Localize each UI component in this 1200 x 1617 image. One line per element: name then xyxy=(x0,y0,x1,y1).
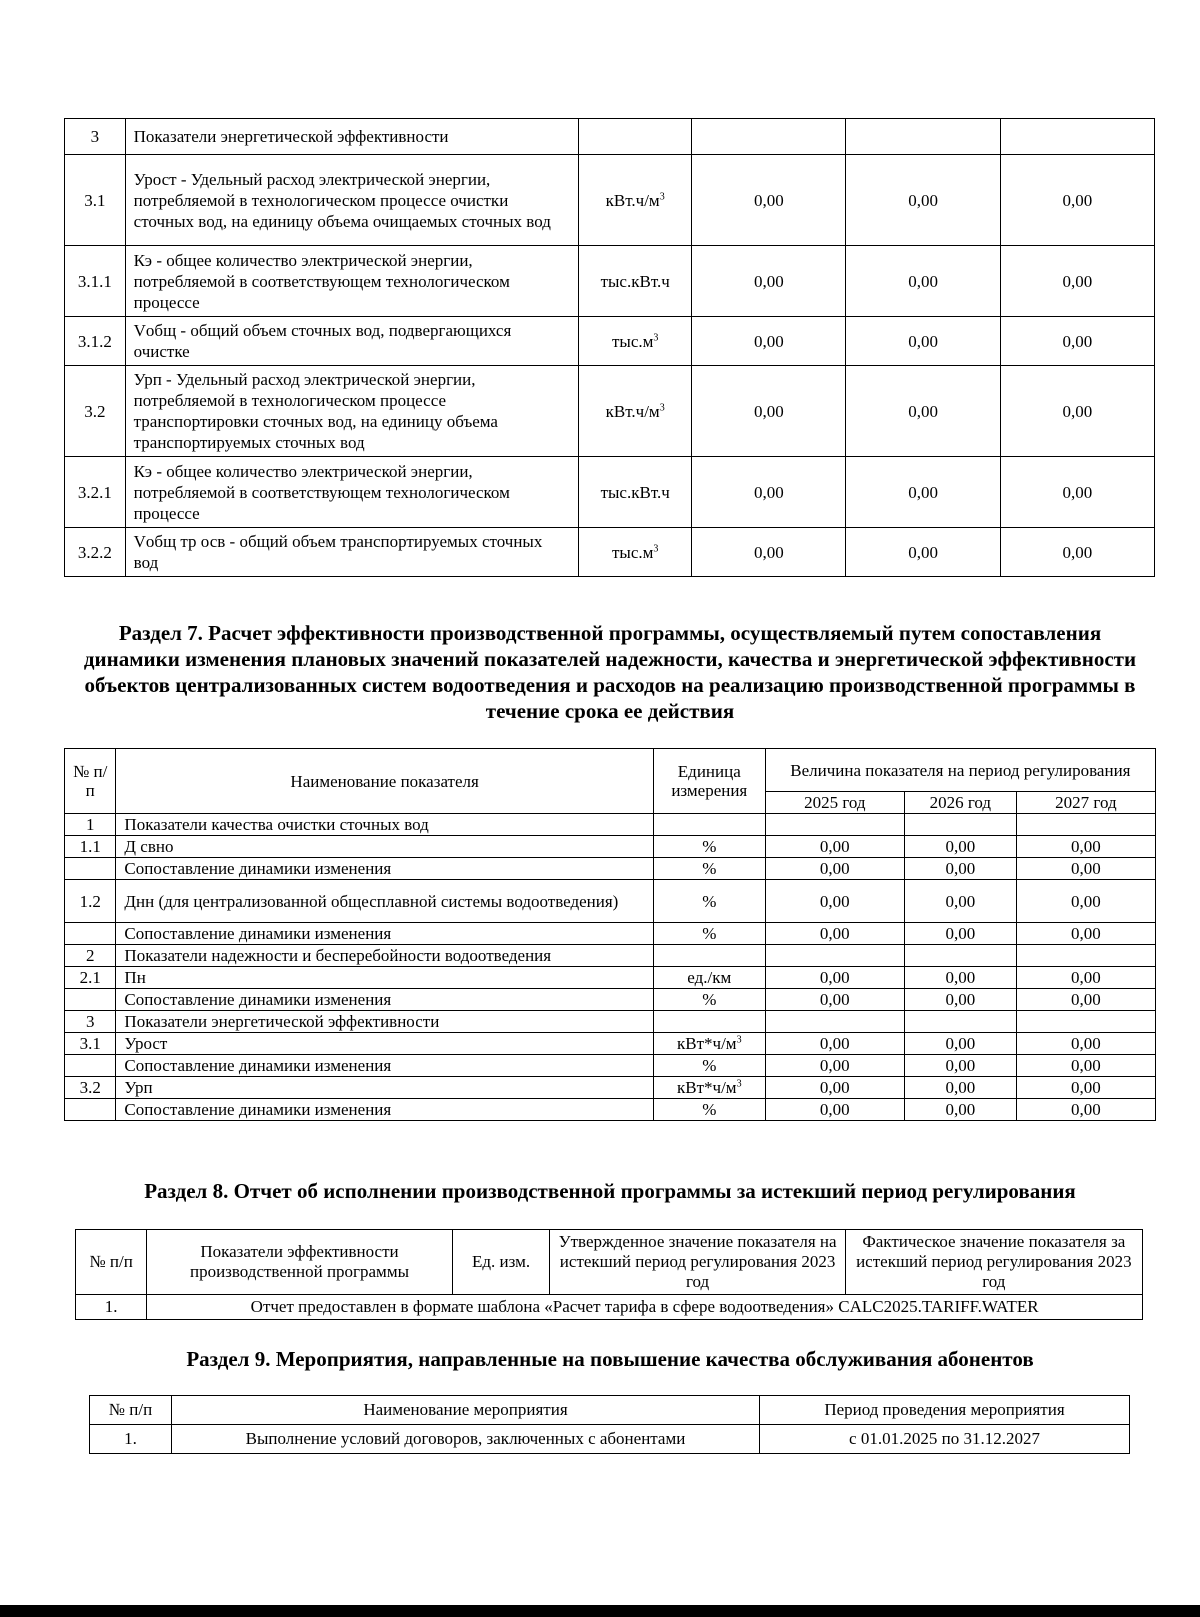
calc-unit-cell-text: % xyxy=(702,891,717,911)
energy-value-2026-text: 0,00 xyxy=(908,401,938,421)
energy-num-cell-text: 3.2 xyxy=(84,401,106,421)
calc-value-2026-text: 0,00 xyxy=(945,1034,976,1053)
calc-value-2027 xyxy=(1016,814,1155,836)
calc-value-2027 xyxy=(1016,836,1155,858)
calc-unit-cell xyxy=(653,814,765,836)
calc-value-2026-text: 0,00 xyxy=(945,859,976,878)
calc-value-2026-text: 0,00 xyxy=(945,1078,976,1097)
calc-name-cell xyxy=(116,836,653,858)
energy-num-cell-text: 3 xyxy=(90,127,100,146)
calc-unit-cell xyxy=(653,836,765,858)
calc-value-2026-text: 0,00 xyxy=(945,837,976,856)
energy-value-2026 xyxy=(846,528,1000,577)
calc-value-2027 xyxy=(1016,923,1155,945)
calc-name-cell-text: Д свно xyxy=(124,837,174,856)
unit-superscript: 3 xyxy=(659,401,665,413)
calc-row xyxy=(65,836,1156,858)
calc-value-2025 xyxy=(765,989,904,1011)
energy-name-cell xyxy=(125,317,578,366)
calc-name-cell xyxy=(116,989,653,1011)
energy-unit-cell-text: кВт.ч/м xyxy=(605,401,660,421)
calc-num-cell xyxy=(65,1077,116,1099)
energy-unit-cell xyxy=(579,246,692,317)
energy-value-2025-text: 0,00 xyxy=(753,271,784,291)
calc-name-cell xyxy=(116,1011,653,1033)
calc-name-cell-text: Сопоставление динамики изменения xyxy=(124,1056,392,1075)
header-period: Величина показателя на период регулирования xyxy=(765,749,1155,792)
header-num: № п/п xyxy=(65,749,116,814)
calc-unit-cell xyxy=(653,880,765,923)
calc-value-2027-text: 0,00 xyxy=(1071,990,1101,1009)
measures-row-period: с 01.01.2025 по 31.12.2027 xyxy=(760,1425,1130,1454)
calc-name-cell-text: Показатели качества очистки сточных вод xyxy=(124,815,429,834)
calc-value-2026 xyxy=(904,945,1016,967)
energy-unit-cell-text: тыс.кВт.ч xyxy=(600,482,670,502)
calc-row xyxy=(65,1033,1156,1055)
calc-value-2025 xyxy=(765,1099,904,1121)
measures-row-name: Выполнение условий договоров, заключенных с абонентами xyxy=(172,1425,760,1454)
calc-value-2025 xyxy=(765,923,904,945)
energy-num-cell xyxy=(65,119,126,155)
calc-unit-cell xyxy=(653,1055,765,1077)
calc-unit-cell xyxy=(653,923,765,945)
energy-value-2026 xyxy=(846,366,1000,457)
energy-value-2025 xyxy=(692,119,846,155)
calc-name-cell-text: Урп xyxy=(124,1078,153,1097)
calc-unit-cell-text: ед./км xyxy=(687,968,732,987)
energy-row xyxy=(65,366,1155,457)
energy-value-2027 xyxy=(1000,317,1154,366)
report-header-unit: Ед. изм. xyxy=(452,1230,550,1295)
calc-row xyxy=(65,1099,1156,1121)
energy-unit-cell xyxy=(579,317,692,366)
energy-value-2027-text: 0,00 xyxy=(1062,542,1093,562)
energy-num-cell-text: 3.1 xyxy=(84,190,106,210)
calc-unit-cell-text: кВт*ч/м xyxy=(677,1034,737,1053)
energy-unit-cell xyxy=(579,119,692,155)
energy-value-2026-text: 0,00 xyxy=(908,482,938,502)
calc-value-2027 xyxy=(1016,1011,1155,1033)
energy-value-2027-text: 0,00 xyxy=(1062,271,1093,291)
calc-value-2026-text: 0,00 xyxy=(945,891,976,911)
calc-num-cell xyxy=(65,1099,116,1121)
calc-unit-cell-text: % xyxy=(702,837,717,856)
calc-value-2026-text: 0,00 xyxy=(945,1100,976,1119)
energy-name-cell-text: Урост - Удельный расход электрической энергии, потребляемой в технологическом процессе очистки сточных вод, на единицу объема очищаемых сточных вод xyxy=(133,169,551,231)
energy-value-2026-text: 0,00 xyxy=(908,331,938,351)
scan-bottom-edge xyxy=(0,1605,1200,1617)
energy-name-cell-text: Урп - Удельный расход электрической энергии, потребляемой в технологическом процессе транспортировки сточных вод, на единицу объема транспортируемых сточных вод xyxy=(133,370,498,452)
energy-value-2025 xyxy=(692,155,846,246)
calc-num-cell xyxy=(65,945,116,967)
calc-value-2025 xyxy=(765,1077,904,1099)
calc-value-2026 xyxy=(904,923,1016,945)
calc-value-2026 xyxy=(904,1011,1016,1033)
energy-value-2025-text: 0,00 xyxy=(753,331,784,351)
energy-value-2027 xyxy=(1000,119,1154,155)
energy-unit-cell xyxy=(579,528,692,577)
calc-value-2025-text: 0,00 xyxy=(819,859,850,878)
energy-value-2026-text: 0,00 xyxy=(908,271,938,291)
header-unit: Единица измерения xyxy=(653,749,765,814)
calc-num-cell xyxy=(65,858,116,880)
calc-row xyxy=(65,945,1156,967)
energy-value-2027-text: 0,00 xyxy=(1062,401,1093,421)
calc-num-cell xyxy=(65,814,116,836)
energy-value-2026 xyxy=(846,317,1000,366)
calc-value-2027-text: 0,00 xyxy=(1071,859,1101,878)
energy-name-cell xyxy=(125,246,578,317)
calc-name-cell xyxy=(116,1077,653,1099)
calc-name-cell xyxy=(116,1099,653,1121)
execution-report-table xyxy=(75,1229,1143,1320)
calc-row xyxy=(65,967,1156,989)
calc-name-cell-text: Пн xyxy=(124,968,146,987)
energy-value-2027 xyxy=(1000,528,1154,577)
energy-name-cell-text: Кэ - общее количество электрической энергии, потребляемой в соответствующем технологическом процессе xyxy=(133,461,510,523)
energy-efficiency-table xyxy=(64,118,1155,577)
efficiency-calculation-table xyxy=(64,748,1156,1121)
calc-value-2026 xyxy=(904,814,1016,836)
calc-num-cell xyxy=(65,1011,116,1033)
calc-name-cell xyxy=(116,967,653,989)
energy-value-2025 xyxy=(692,317,846,366)
calc-value-2027 xyxy=(1016,880,1155,923)
calc-value-2025-text: 0,00 xyxy=(819,1100,850,1119)
calc-value-2026 xyxy=(904,1077,1016,1099)
calc-name-cell xyxy=(116,945,653,967)
calc-row xyxy=(65,923,1156,945)
calc-row xyxy=(65,1011,1156,1033)
energy-num-cell xyxy=(65,528,126,577)
calc-unit-cell xyxy=(653,1033,765,1055)
energy-name-cell xyxy=(125,528,578,577)
calc-value-2026-text: 0,00 xyxy=(945,924,976,943)
report-header-num: № п/п xyxy=(76,1230,147,1295)
energy-name-cell xyxy=(125,457,578,528)
calc-num-cell xyxy=(65,923,116,945)
calc-num-cell-text: 2.1 xyxy=(79,968,101,987)
calc-row xyxy=(65,858,1156,880)
calc-row xyxy=(65,989,1156,1011)
energy-name-cell xyxy=(125,119,578,155)
energy-num-cell xyxy=(65,155,126,246)
section-8-title: Раздел 8. Отчет об исполнении производственной программы за истекший период регулирования xyxy=(144,1179,1076,1203)
calc-value-2027-text: 0,00 xyxy=(1071,968,1101,987)
efficiency-calculation-table-body xyxy=(65,814,1156,1121)
energy-num-cell xyxy=(65,317,126,366)
energy-value-2027 xyxy=(1000,246,1154,317)
section-7-title: Раздел 7. Расчет эффективности производственной программы, осуществляемый путем сопоставления динамики изменения плановых значений показателей надежности, качества и энергетической эффективности объектов централизованных систем водоотведения и расходов на реализацию производственной программы в течение срока ее действия xyxy=(83,621,1137,723)
calc-value-2027 xyxy=(1016,989,1155,1011)
report-row-text: Отчет предоставлен в формате шаблона «Расчет тарифа в сфере водоотведения» CALC2025.TARIFF.WATER xyxy=(147,1295,1143,1320)
calc-unit-cell-text: % xyxy=(702,1056,717,1075)
calc-value-2027 xyxy=(1016,1033,1155,1055)
calc-value-2027 xyxy=(1016,945,1155,967)
energy-name-cell-text: Vобщ тр осв - общий объем транспортируемых сточных вод xyxy=(133,532,543,572)
energy-name-cell xyxy=(125,155,578,246)
calc-name-cell-text: Показатели надежности и бесперебойности водоотведения xyxy=(124,946,552,965)
calc-unit-cell-text: кВт*ч/м xyxy=(677,1078,737,1097)
calc-num-cell-text: 1 xyxy=(85,815,95,834)
energy-value-2026 xyxy=(846,119,1000,155)
calc-value-2027 xyxy=(1016,1055,1155,1077)
energy-value-2026 xyxy=(846,246,1000,317)
calc-row xyxy=(65,1077,1156,1099)
energy-name-cell xyxy=(125,366,578,457)
calc-unit-cell-text: % xyxy=(702,924,717,943)
energy-value-2027-text: 0,00 xyxy=(1062,190,1093,210)
calc-value-2027-text: 0,00 xyxy=(1071,1034,1101,1053)
calc-row xyxy=(65,880,1156,923)
calc-value-2027 xyxy=(1016,967,1155,989)
calc-value-2025-text: 0,00 xyxy=(819,924,850,943)
calc-value-2025 xyxy=(765,814,904,836)
energy-name-cell-text: Кэ - общее количество электрической энергии, потребляемой в соответствующем технологическом процессе xyxy=(133,250,510,312)
energy-num-cell-text: 3.1.2 xyxy=(77,331,112,351)
energy-num-cell-text: 3.2.2 xyxy=(77,542,112,562)
measures-row-num: 1. xyxy=(90,1425,172,1454)
energy-efficiency-table-body xyxy=(65,119,1155,577)
calc-name-cell xyxy=(116,923,653,945)
calc-value-2027-text: 0,00 xyxy=(1071,1056,1101,1075)
section-9-title: Раздел 9. Мероприятия, направленные на повышение качества обслуживания абонентов xyxy=(186,1347,1034,1371)
calc-value-2025-text: 0,00 xyxy=(819,990,850,1009)
calc-value-2027 xyxy=(1016,1099,1155,1121)
energy-unit-cell-text: тыс.м xyxy=(611,331,654,351)
energy-value-2025 xyxy=(692,366,846,457)
calc-unit-cell xyxy=(653,858,765,880)
energy-name-cell-text: Показатели энергетической эффективности xyxy=(133,127,449,146)
energy-num-cell-text: 3.2.1 xyxy=(77,482,112,502)
calc-name-cell-text: Урост xyxy=(124,1034,168,1053)
energy-value-2025-text: 0,00 xyxy=(753,401,784,421)
calc-unit-cell xyxy=(653,945,765,967)
energy-value-2026 xyxy=(846,155,1000,246)
unit-superscript: 3 xyxy=(736,1078,742,1090)
calc-unit-cell xyxy=(653,1011,765,1033)
calc-value-2025 xyxy=(765,836,904,858)
energy-num-cell-text: 3.1.1 xyxy=(77,271,112,291)
calc-num-cell xyxy=(65,1055,116,1077)
customer-measures-table xyxy=(89,1395,1130,1454)
calc-name-cell-text: Сопоставление динамики изменения xyxy=(124,924,392,943)
measures-header-name: Наименование мероприятия xyxy=(172,1396,760,1425)
calc-name-cell xyxy=(116,858,653,880)
calc-num-cell-text: 3.1 xyxy=(79,1034,101,1053)
energy-value-2025-text: 0,00 xyxy=(753,482,784,502)
calc-value-2025-text: 0,00 xyxy=(819,891,850,911)
calc-value-2027 xyxy=(1016,1077,1155,1099)
calc-value-2025 xyxy=(765,880,904,923)
energy-value-2027 xyxy=(1000,155,1154,246)
calc-name-cell-text: Сопоставление динамики изменения xyxy=(124,990,392,1009)
report-row-num: 1. xyxy=(76,1295,147,1320)
header-year-2027: 2027 год xyxy=(1016,792,1155,814)
energy-value-2025 xyxy=(692,246,846,317)
calc-value-2026 xyxy=(904,880,1016,923)
calc-value-2025 xyxy=(765,1055,904,1077)
energy-value-2027-text: 0,00 xyxy=(1062,331,1093,351)
energy-row xyxy=(65,457,1155,528)
calc-unit-cell xyxy=(653,967,765,989)
unit-superscript: 3 xyxy=(653,331,659,343)
calc-value-2025 xyxy=(765,945,904,967)
unit-superscript: 3 xyxy=(659,190,665,202)
energy-num-cell xyxy=(65,457,126,528)
calc-value-2027-text: 0,00 xyxy=(1071,891,1101,911)
energy-row xyxy=(65,246,1155,317)
report-header-approved: Утвержденное значение показателя на истекший период регулирования 2023 год xyxy=(550,1230,845,1295)
calc-unit-cell xyxy=(653,1099,765,1121)
calc-value-2025-text: 0,00 xyxy=(819,968,850,987)
calc-name-cell xyxy=(116,814,653,836)
calc-value-2026-text: 0,00 xyxy=(945,1056,976,1075)
calc-value-2027-text: 0,00 xyxy=(1071,1100,1101,1119)
calc-name-cell-text: Днн (для централизованной общесплавной системы водоотведения) xyxy=(124,891,619,911)
measures-header-num: № п/п xyxy=(90,1396,172,1425)
calc-num-cell xyxy=(65,989,116,1011)
energy-value-2026-text: 0,00 xyxy=(908,542,938,562)
calc-unit-cell-text: % xyxy=(702,859,717,878)
calc-value-2026 xyxy=(904,858,1016,880)
calc-value-2027 xyxy=(1016,858,1155,880)
report-header-actual: Фактическое значение показателя за истекший период регулирования 2023 год xyxy=(845,1230,1142,1295)
calc-unit-cell-text: % xyxy=(702,990,717,1009)
energy-unit-cell-text: тыс.м xyxy=(611,542,654,562)
calc-value-2025-text: 0,00 xyxy=(819,1056,850,1075)
calc-name-cell-text: Показатели энергетической эффективности xyxy=(124,1012,440,1031)
energy-value-2026 xyxy=(846,457,1000,528)
calc-value-2026 xyxy=(904,1055,1016,1077)
calc-num-cell xyxy=(65,836,116,858)
energy-unit-cell-text: тыс.кВт.ч xyxy=(600,271,670,291)
calc-unit-cell xyxy=(653,1077,765,1099)
calc-row xyxy=(65,814,1156,836)
header-indicator-name: Наименование показателя xyxy=(116,749,653,814)
energy-unit-cell xyxy=(579,457,692,528)
calc-value-2025-text: 0,00 xyxy=(819,1034,850,1053)
energy-row xyxy=(65,317,1155,366)
header-year-2026: 2026 год xyxy=(904,792,1016,814)
calc-value-2025 xyxy=(765,1033,904,1055)
calc-value-2025-text: 0,00 xyxy=(819,1078,850,1097)
calc-name-cell xyxy=(116,1033,653,1055)
calc-num-cell-text: 3 xyxy=(85,1012,95,1031)
calc-name-cell xyxy=(116,880,653,923)
energy-unit-cell-text: кВт.ч/м xyxy=(605,190,660,210)
calc-value-2026-text: 0,00 xyxy=(945,968,976,987)
unit-superscript: 3 xyxy=(736,1034,742,1046)
calc-value-2026 xyxy=(904,1099,1016,1121)
calc-num-cell xyxy=(65,967,116,989)
energy-unit-cell xyxy=(579,155,692,246)
unit-superscript: 3 xyxy=(653,542,659,554)
energy-unit-cell xyxy=(579,366,692,457)
report-header-name: Показатели эффективности производственной программы xyxy=(147,1230,452,1295)
calc-value-2027-text: 0,00 xyxy=(1071,837,1101,856)
calc-value-2025 xyxy=(765,1011,904,1033)
calc-value-2027-text: 0,00 xyxy=(1071,1078,1101,1097)
calc-num-cell xyxy=(65,1033,116,1055)
energy-value-2026-text: 0,00 xyxy=(908,190,938,210)
calc-value-2026 xyxy=(904,989,1016,1011)
energy-value-2025 xyxy=(692,528,846,577)
calc-num-cell-text: 1.2 xyxy=(79,891,101,911)
calc-value-2026 xyxy=(904,967,1016,989)
calc-value-2026-text: 0,00 xyxy=(945,990,976,1009)
calc-value-2025-text: 0,00 xyxy=(819,837,850,856)
calc-num-cell-text: 1.1 xyxy=(79,837,101,856)
energy-name-cell-text: Vобщ - общий объем сточных вод, подвергающихся очистке xyxy=(133,321,512,361)
energy-row xyxy=(65,155,1155,246)
calc-row xyxy=(65,1055,1156,1077)
energy-value-2027 xyxy=(1000,457,1154,528)
calc-value-2027-text: 0,00 xyxy=(1071,924,1101,943)
energy-value-2025 xyxy=(692,457,846,528)
calc-value-2025 xyxy=(765,858,904,880)
calc-unit-cell-text: % xyxy=(702,1100,717,1119)
measures-header-period: Период проведения мероприятия xyxy=(760,1396,1130,1425)
calc-value-2025 xyxy=(765,967,904,989)
calc-num-cell-text: 2 xyxy=(85,946,95,965)
calc-unit-cell xyxy=(653,989,765,1011)
energy-row xyxy=(65,119,1155,155)
calc-name-cell-text: Сопоставление динамики изменения xyxy=(124,1100,392,1119)
calc-num-cell-text: 3.2 xyxy=(79,1078,101,1097)
energy-value-2027 xyxy=(1000,366,1154,457)
calc-value-2026 xyxy=(904,836,1016,858)
header-year-2025: 2025 год xyxy=(765,792,904,814)
calc-value-2026 xyxy=(904,1033,1016,1055)
energy-num-cell xyxy=(65,366,126,457)
energy-value-2027-text: 0,00 xyxy=(1062,482,1093,502)
calc-name-cell xyxy=(116,1055,653,1077)
energy-num-cell xyxy=(65,246,126,317)
energy-value-2025-text: 0,00 xyxy=(753,542,784,562)
calc-num-cell xyxy=(65,880,116,923)
energy-value-2025-text: 0,00 xyxy=(753,190,784,210)
energy-row xyxy=(65,528,1155,577)
calc-name-cell-text: Сопоставление динамики изменения xyxy=(124,859,392,878)
